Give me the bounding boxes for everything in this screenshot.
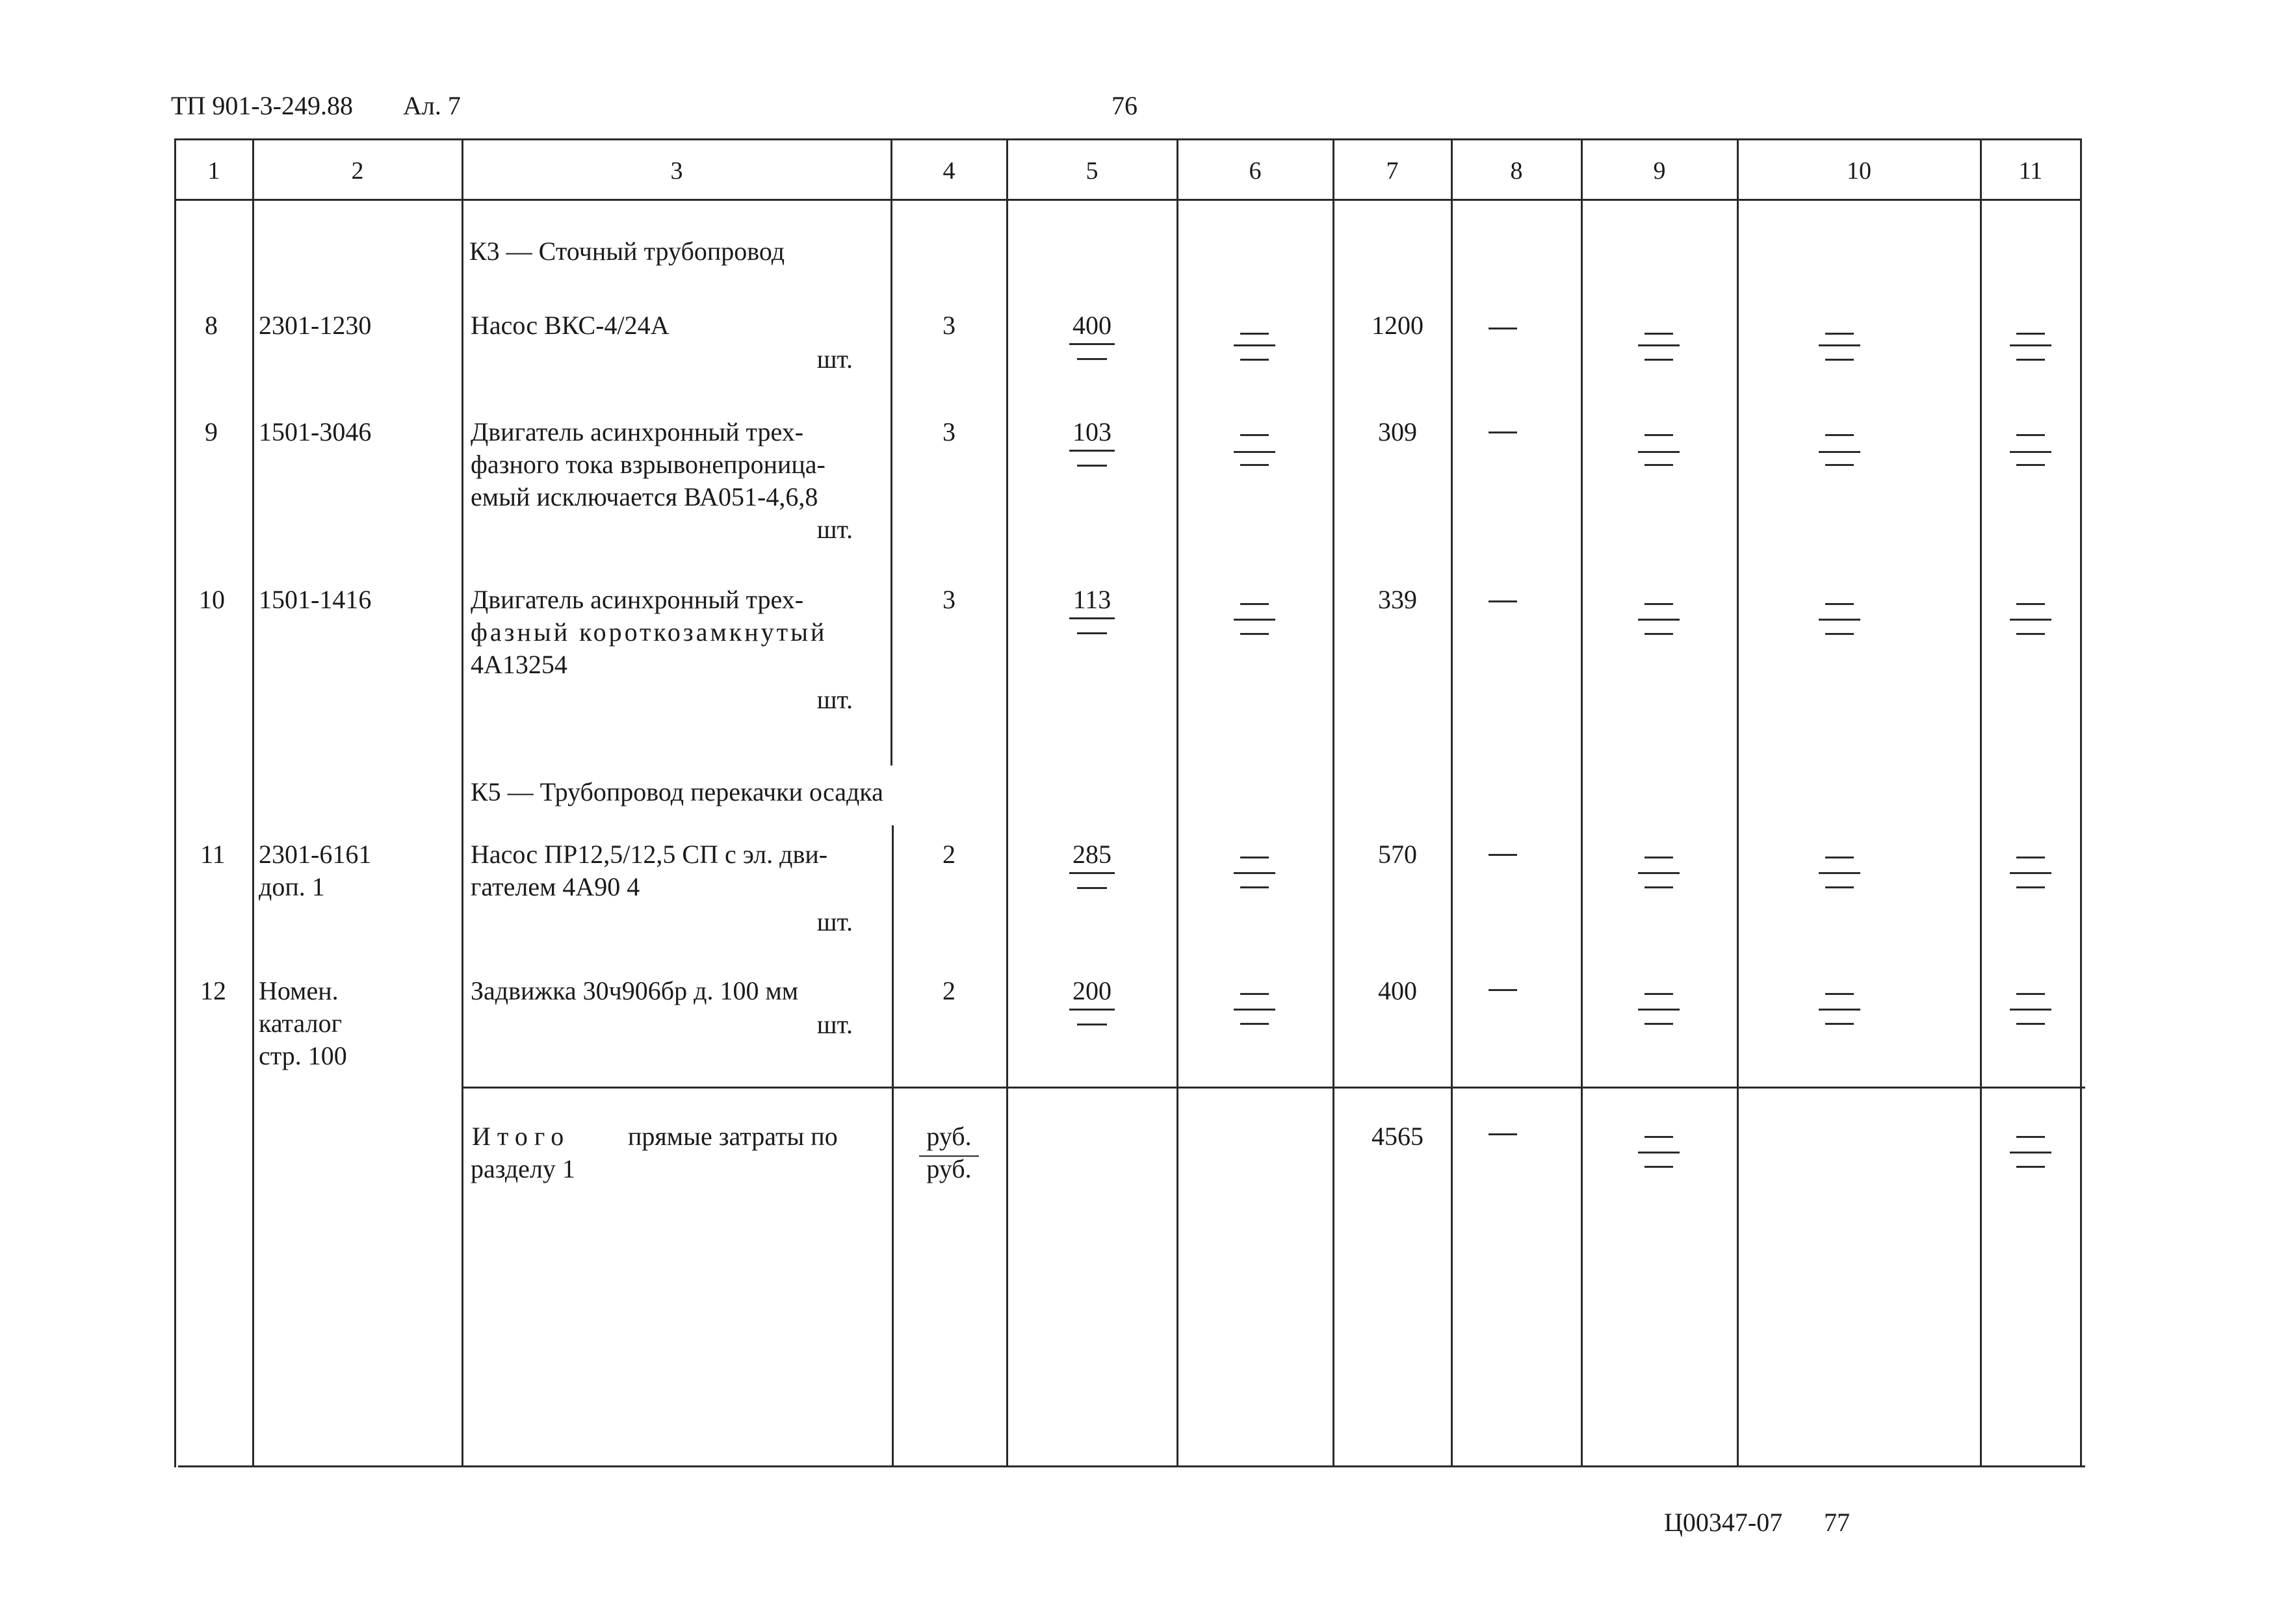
row-code: 2301-6161 [259, 840, 372, 869]
dash-mark [1644, 434, 1673, 436]
fraction-bar [1069, 450, 1115, 452]
fraction-bar [1069, 343, 1115, 345]
row-total: 400 [1378, 976, 1417, 1005]
row-unit: шт. [816, 907, 853, 936]
dash-mark [1638, 1009, 1680, 1011]
row-price: 113 [1072, 585, 1112, 614]
footer-code: Ц00347-07 [1664, 1508, 1783, 1537]
row-name: Задвижка 30ч906бр д. 100 мм [471, 976, 799, 1005]
total-label-spaced: Итого [472, 1122, 571, 1151]
dash-mark [2016, 333, 2045, 335]
dash-mark [1825, 333, 1854, 335]
dash-mark [1234, 872, 1275, 874]
dash-mark [1819, 1009, 1860, 1011]
col-border-2 [462, 138, 463, 1467]
dash-mark [1644, 1023, 1673, 1025]
dash-mark [1488, 1133, 1517, 1135]
row-code: стр. 100 [259, 1041, 347, 1070]
row-total: 570 [1378, 840, 1417, 869]
dash-mark [2016, 993, 2045, 995]
row-total: 1200 [1372, 311, 1424, 340]
dash-mark [2016, 1023, 2045, 1025]
dash-mark [1240, 464, 1269, 466]
row-price-fraction [1066, 975, 1118, 1025]
col-border-5 [1176, 138, 1178, 1467]
row-quantity: 2 [942, 840, 956, 869]
header-bottom-border [174, 199, 2081, 201]
dash-mark [1240, 857, 1269, 858]
row-name: Двигатель асинхронный трех- [471, 585, 804, 614]
fraction-denominator-dash [1077, 632, 1107, 634]
fraction-denominator-dash [1077, 465, 1107, 467]
dash-mark [2016, 464, 2045, 466]
fraction-bar [1069, 872, 1115, 874]
row-name: Двигатель асинхронный трех- [471, 417, 804, 446]
dash-mark [1234, 619, 1275, 621]
col-border-6 [1332, 138, 1334, 1467]
col-border-11 [2080, 138, 2082, 1467]
col-border-3b [892, 825, 894, 1467]
total-label-line2: разделу 1 [471, 1154, 575, 1183]
column-number: 6 [1249, 157, 1262, 185]
row-name: емый исключается ВА051-4,6,8 [471, 482, 818, 511]
row-name: 4А13254 [471, 650, 567, 679]
dash-mark [1644, 333, 1673, 335]
row-price: 285 [1072, 840, 1112, 869]
dash-mark [1825, 359, 1854, 361]
fraction-denominator-dash [1077, 1024, 1107, 1025]
total-row-separator [463, 1087, 2085, 1089]
footer-page: 77 [1824, 1508, 1850, 1537]
row-quantity: 3 [942, 311, 956, 340]
dash-mark [1240, 886, 1269, 888]
row-price-fraction [1066, 309, 1118, 360]
row-name: фазного тока взрывонепроница- [471, 450, 826, 479]
dash-mark [1644, 464, 1673, 466]
row-unit: шт. [816, 685, 853, 714]
col-border-3a [890, 138, 892, 766]
dash-mark [1240, 633, 1269, 635]
dash-mark [1825, 603, 1854, 605]
dash-mark [1488, 600, 1517, 602]
row-name: фазный короткозамкнутый [471, 617, 827, 647]
row-quantity: 3 [942, 585, 956, 614]
dash-mark [2010, 1152, 2051, 1154]
fraction-denominator-dash [1077, 887, 1107, 889]
column-number: 8 [1510, 157, 1523, 185]
dash-mark [1819, 451, 1860, 453]
column-number: 1 [207, 157, 220, 185]
row-unit: шт. [816, 1010, 853, 1039]
row-quantity: 2 [942, 976, 956, 1005]
row-code: 2301-1230 [259, 311, 372, 340]
page-number: 76 [1112, 91, 1138, 120]
row-price: 200 [1072, 976, 1112, 1005]
dash-mark [1644, 359, 1673, 361]
row-name: Насос ВКС-4/24А [471, 311, 670, 340]
row-price-fraction [1066, 838, 1118, 889]
col-border-7 [1451, 138, 1453, 1467]
dash-mark [1638, 451, 1680, 453]
dash-mark [1234, 451, 1275, 453]
album-label: Ал. 7 [403, 91, 461, 120]
section-heading-k3: К3 — Сточный трубопровод [469, 237, 785, 266]
dash-mark [1825, 993, 1854, 995]
dash-mark [1819, 619, 1860, 621]
total-label: прямые затраты по [628, 1122, 838, 1151]
dash-mark [1825, 434, 1854, 436]
column-number: 4 [942, 157, 956, 185]
row-number: 8 [205, 311, 218, 340]
dash-mark [1638, 619, 1680, 621]
col-border-1 [252, 138, 254, 1467]
dash-mark [1644, 857, 1673, 858]
dash-mark [1234, 344, 1275, 346]
row-quantity: 3 [942, 417, 956, 446]
dash-mark [1240, 1023, 1269, 1025]
dash-mark [1825, 464, 1854, 466]
dash-mark [1488, 328, 1517, 329]
dash-mark [1819, 344, 1860, 346]
dash-mark [1240, 434, 1269, 436]
column-number: 11 [2018, 157, 2043, 185]
row-code: Номен. [259, 976, 339, 1005]
dash-mark [2016, 1136, 2045, 1138]
fraction-denominator-dash [1077, 358, 1107, 360]
dash-mark [1488, 989, 1517, 991]
row-code: 1501-1416 [259, 585, 372, 614]
row-code: доп. 1 [259, 872, 325, 901]
row-unit: шт. [816, 515, 853, 544]
fraction-bar [1069, 617, 1115, 619]
total-amount: 4565 [1372, 1122, 1424, 1151]
dash-mark [1234, 1009, 1275, 1011]
row-total: 339 [1378, 585, 1417, 614]
dash-mark [1240, 993, 1269, 995]
table-bottom-border [178, 1465, 2085, 1467]
dash-mark [1825, 857, 1854, 858]
row-unit: шт. [816, 344, 853, 374]
dash-mark [2010, 619, 2051, 621]
row-name: Насос ПР12,5/12,5 СП с эл. дви- [471, 840, 828, 869]
col-border-0 [174, 138, 176, 1467]
fraction-bar [1069, 1009, 1115, 1011]
dash-mark [2016, 633, 2045, 635]
dash-mark [1488, 432, 1517, 433]
row-code: каталог [259, 1009, 342, 1038]
row-number: 12 [200, 976, 226, 1005]
dash-mark [2010, 872, 2051, 874]
dash-mark [2016, 434, 2045, 436]
dash-mark [1825, 633, 1854, 635]
dash-mark [1644, 1136, 1673, 1138]
dash-mark [2016, 1166, 2045, 1168]
column-number: 7 [1386, 157, 1399, 185]
section-heading-k5: К5 — Трубопровод перекачки осадка [471, 777, 883, 806]
dash-mark [1644, 633, 1673, 635]
dash-mark [1825, 1023, 1854, 1025]
dash-mark [1644, 1166, 1673, 1168]
dash-mark [1644, 993, 1673, 995]
total-unit-bottom: руб. [926, 1154, 972, 1183]
row-number: 10 [199, 585, 225, 614]
row-price-fraction [1066, 416, 1118, 467]
dash-mark [1240, 333, 1269, 335]
row-code: 1501-3046 [259, 417, 372, 446]
dash-mark [2016, 603, 2045, 605]
total-unit-top: руб. [926, 1122, 972, 1151]
dash-mark [2016, 886, 2045, 888]
col-border-10 [1980, 138, 1982, 1467]
dash-mark [2016, 359, 2045, 361]
row-number: 11 [200, 840, 226, 869]
col-border-8 [1581, 138, 1583, 1467]
col-border-4 [1006, 138, 1008, 1467]
dash-mark [1638, 1152, 1680, 1154]
table-top-border [174, 138, 2081, 140]
row-number: 9 [205, 417, 218, 446]
dash-mark [1638, 344, 1680, 346]
dash-mark [2010, 344, 2051, 346]
dash-mark [2010, 1009, 2051, 1011]
dash-mark [1825, 886, 1854, 888]
row-name: гателем 4А90 4 [471, 872, 640, 901]
dash-mark [1240, 359, 1269, 361]
doc-code: ТП 901-3-249.88 [171, 91, 353, 120]
dash-mark [1644, 603, 1673, 605]
dash-mark [1644, 886, 1673, 888]
row-total: 309 [1378, 417, 1417, 446]
column-number: 3 [670, 157, 683, 185]
column-number: 5 [1086, 157, 1098, 185]
col-border-9 [1737, 138, 1739, 1467]
dash-mark [1819, 872, 1860, 874]
row-price: 103 [1072, 417, 1112, 446]
dash-mark [1488, 854, 1517, 856]
column-number: 9 [1653, 157, 1666, 185]
dash-mark [1638, 872, 1680, 874]
column-number: 2 [351, 157, 364, 185]
dash-mark [2010, 451, 2051, 453]
dash-mark [1240, 603, 1269, 605]
row-price-fraction [1066, 584, 1118, 634]
row-price: 400 [1072, 311, 1112, 340]
dash-mark [2016, 857, 2045, 858]
column-number: 10 [1847, 157, 1871, 185]
